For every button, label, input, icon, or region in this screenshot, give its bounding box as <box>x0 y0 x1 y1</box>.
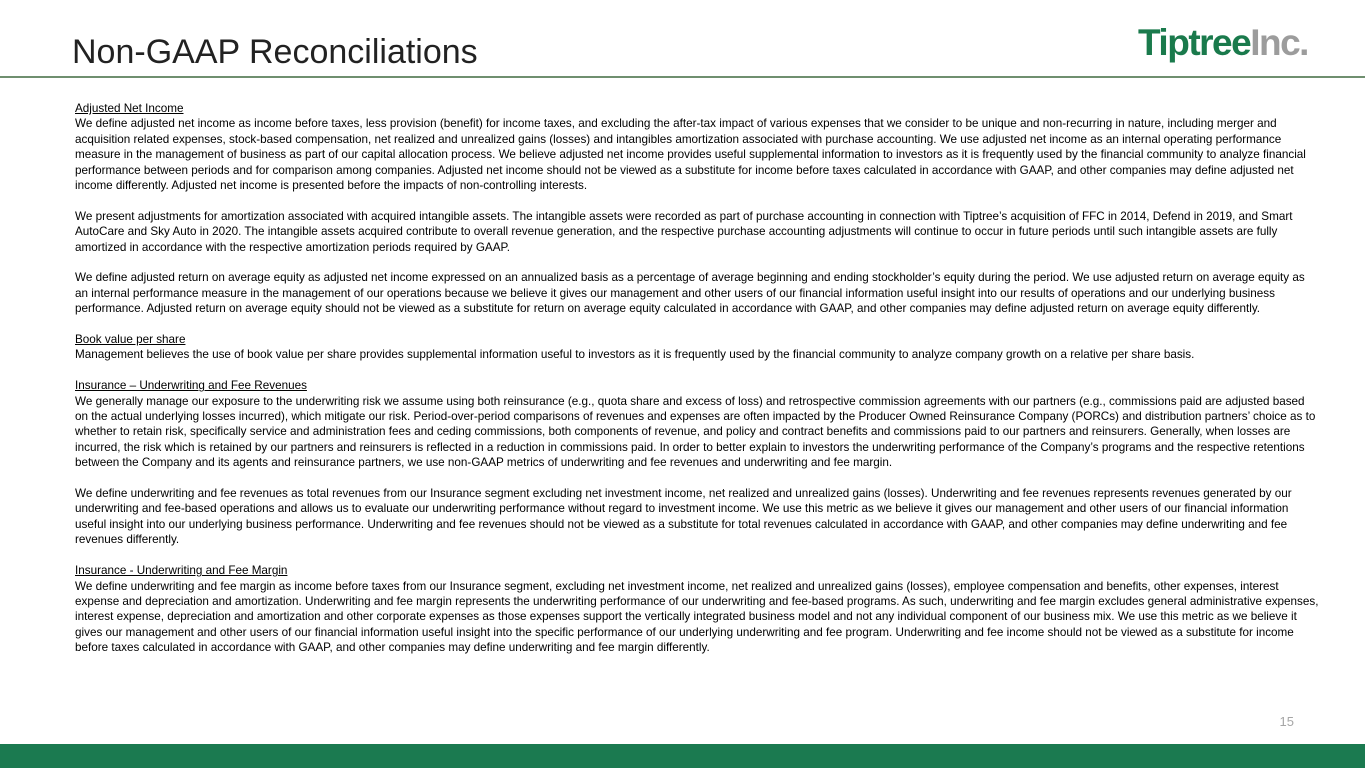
spacer <box>75 317 1320 332</box>
spacer <box>75 471 1320 486</box>
page-number: 15 <box>1279 714 1294 729</box>
spacer <box>75 255 1320 270</box>
content-body <box>75 101 1320 656</box>
logo-secondary-text: Inc. <box>1250 22 1308 63</box>
paragraph-uw-fee-revenues-definition: We define underwriting and fee revenues as total revenues from our Insurance segment excluding net investment income, net realized and unrealized gains (losses). Underwriting and fee revenues represents revenues generated by our underwriting and fee-based operations and allows us to evaluate our underwriting performance without regard to investment income. We use this metric as we believe it gives our management and other users of our financial information useful insight into our underlying business performance. Underwriting and fee revenues should not be viewed as a substitute for total revenues calculated in accordance with GAAP, and other companies may define underwriting and fee revenues differently. <box>75 487 1292 547</box>
header-divider <box>0 76 1365 78</box>
spacer <box>75 193 1320 208</box>
paragraph-adjusted-net-income-definition: We define adjusted net income as income before taxes, less provision (benefit) for income taxes, and excluding the after-tax impact of various expenses that we consider to be unique and non-recurring in nature, including merger and acquisition related expenses, stock-based compensation, net realized and unrealized gains (losses) and intangibles amortization associated with purchase accounting. We use adjusted net income as an internal operating performance measure in the management of business as part of our capital allocation process. We believe adjusted net income provides useful supplemental information to investors as it is frequently used by the financial community to analyze financial performance between periods and for comparison among companies. Adjusted net income should not be viewed as a substitute for income before taxes calculated in accordance with GAAP, and other companies may define adjusted net income differently. Adjusted net income is presented before the impacts of non-controlling interests. <box>75 117 1306 193</box>
logo-primary-text: Tiptree <box>1138 22 1251 63</box>
paragraph-uw-risk-management: We generally manage our exposure to the underwriting risk we assume using both reinsurance (e.g., quota share and excess of loss) and retrospective commission agreements with our partners (e.g., commissions paid are adjusted based on the actual underlying losses incurred), which mitigate our risk. Period-over-period comparisons of revenues and expenses are often impacted by the Producer Owned Reinsurance Company (PORCs) and distribution partners’ choice as to whether to retain risk, specifically service and administration fees and ceding commissions, both components of revenue, and policy and contract benefits and commissions paid to our partners and reinsurers. Generally, when losses are incurred, the risk which is retained by our partners and reinsurers is reflected in a reduction in commissions paid. In order to better explain to investors the underwriting performance of the Company’s programs and the respective retentions between the Company and its agents and reinsurance partners, we use non-GAAP metrics of underwriting and fee revenues and underwriting and fee margin. <box>75 394 1316 470</box>
section-heading-uw-fee-revenues: Insurance – Underwriting and Fee Revenues <box>75 379 307 393</box>
paragraph-adjusted-roe: We define adjusted return on average equity as adjusted net income expressed on an annualized basis as a percentage of average beginning and ending stockholder’s equity during the period. We use adjusted return on average equity as an internal performance measure in the management of our operations because we believe it gives our management and other users of our financial information useful insight into our results of operations and our underlying business performance. Adjusted return on average equity should not be viewed as a substitute for return on average equity calculated in accordance with GAAP, and other companies may define adjusted return on average equity differently. <box>75 271 1305 316</box>
spacer <box>75 548 1320 563</box>
section-heading-uw-fee-margin: Insurance - Underwriting and Fee Margin <box>75 564 288 578</box>
section-heading-adjusted-net-income: Adjusted Net Income <box>75 102 184 115</box>
paragraph-intangible-amortization: We present adjustments for amortization associated with acquired intangible assets. The intangible assets were recorded as part of purchase accounting in connection with Tiptree’s acquisition of FFC in 2014, Defend in 2019, and Smart AutoCare and Sky Auto in 2020. The intangible assets acquired contribute to overall revenue generation, and the respective purchase accounting adjustments will continue to occur in future periods until such intangible assets are fully amortized in accordance with the respective amortization periods required by GAAP. <box>75 209 1293 254</box>
page-title: Non-GAAP Reconciliations <box>72 33 478 71</box>
footer-bar <box>0 744 1365 768</box>
company-logo <box>1138 22 1308 64</box>
spacer <box>75 363 1320 378</box>
section-heading-book-value: Book value per share <box>75 333 186 347</box>
paragraph-book-value: Management believes the use of book value per share provides supplemental information useful to investors as it is frequently used by the financial community to analyze company growth on a relative per share basis. <box>75 348 1195 362</box>
paragraph-uw-fee-margin-definition: We define underwriting and fee margin as income before taxes from our Insurance segment, excluding net investment income, net realized and unrealized gains (losses), employee compensation and benefits, other expenses, interest expense and depreciation and amortization. Underwriting and fee margin represents the underwriting performance of our underwriting and fee-based programs. As such, underwriting and fee margin excludes general administrative expenses, interest expense, depreciation and amortization and other corporate expenses as those expenses support the vertically integrated business model and not any individual component of our business mix. We use this metric as we believe it gives our management and other users of our financial information useful insight into the specific performance of our underlying underwriting and fee program. Underwriting and fee income should not be viewed as a substitute for income before taxes calculated in accordance with GAAP, and other companies may define underwriting and fee margin differently. <box>75 579 1319 655</box>
